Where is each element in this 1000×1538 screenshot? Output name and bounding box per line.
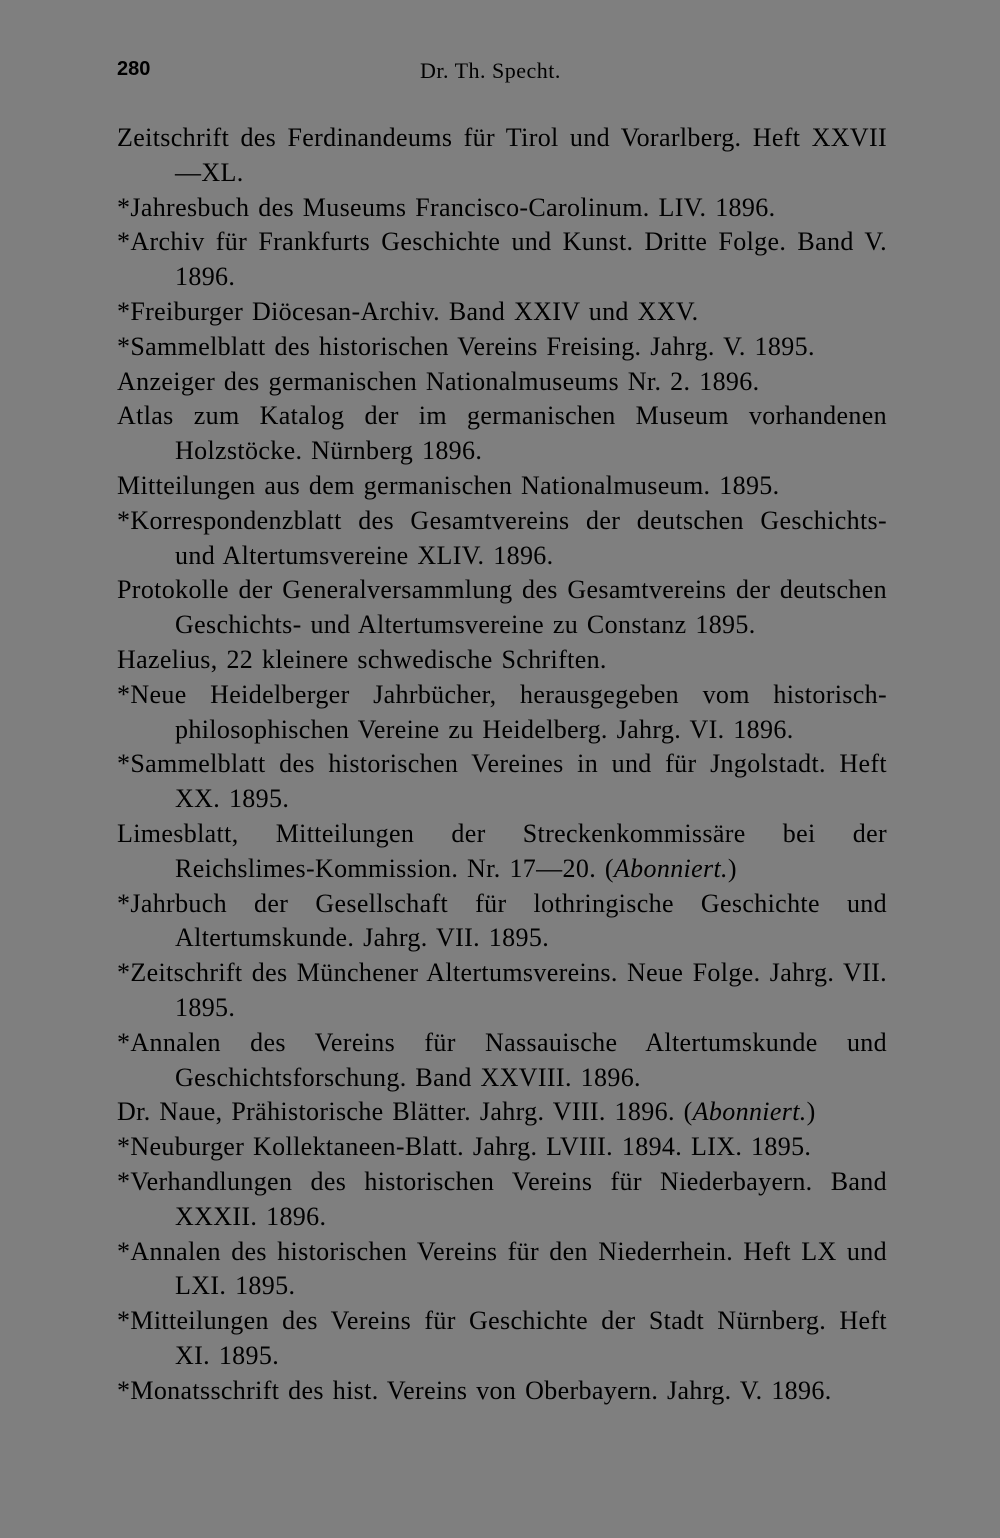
bibliography-entry: *Neue Heidelberger Jahrbücher, herausgegeben vom historisch-philosophischen Vereine zu Heidelberg. Jahrg. VI. 1896.	[117, 679, 887, 744]
page-header	[117, 58, 887, 88]
bibliography-entry: *Monatsschrift des hist. Vereins von Oberbayern. Jahrg. V. 1896.	[117, 1375, 832, 1405]
bibliography-entry: *Jahresbuch des Museums Francisco-Carolinum. LIV. 1896.	[117, 192, 776, 222]
bibliography-entry: *Mitteilungen des Vereins für Geschichte der Stadt Nürnberg. Heft XI. 1895.	[117, 1306, 887, 1370]
page-number: 280	[117, 58, 151, 80]
bibliography-entry: *Korrespondenzblatt des Gesamtvereins der deutschen Geschichts- und Altertumsvereine XLIV. 1896.	[117, 505, 887, 570]
subscription-note: Abonniert.	[613, 853, 728, 883]
bibliography-entry: *Sammelblatt des historischen Vereins Freising. Jahrg. V. 1895.	[117, 331, 815, 361]
bibliography-list	[117, 121, 887, 1408]
bibliography-entry: Protokolle der Generalversammlung des Gesamtvereins der deutschen Geschichts- und Altertumsvereine zu Constanz 1895.	[117, 575, 887, 640]
bibliography-entry: Dr. Naue, Prähistorische Blätter. Jahrg. VIII. 1896. (Abonniert.)	[117, 1097, 816, 1127]
bibliography-entry: *Sammelblatt des historischen Vereines in und für Jngolstadt. Heft XX. 1895.	[117, 749, 887, 814]
bibliography-entry: Atlas zum Katalog der im germanischen Museum vorhandenen Holzstöcke. Nürnberg 1896.	[117, 401, 887, 466]
running-head: Dr. Th. Specht.	[420, 58, 561, 83]
bibliography-entry: Hazelius, 22 kleinere schwedische Schriften.	[117, 644, 607, 674]
bibliography-entry: *Zeitschrift des Münchener Altertumsvereins. Neue Folge. Jahrg. VII. 1895.	[117, 958, 887, 1022]
bibliography-entry: *Archiv für Frankfurts Geschichte und Kunst. Dritte Folge. Band V. 1896.	[117, 227, 887, 292]
bibliography-entry: *Annalen des historischen Vereins für den Niederrhein. Heft LX und LXI. 1895.	[117, 1236, 887, 1301]
bibliography-entry: Limesblatt, Mitteilungen der Streckenkommissäre bei der Reichslimes-Kommission. Nr. 17—20. (Abonniert.)	[117, 818, 887, 883]
bibliography-entry: *Neuburger Kollektaneen-Blatt. Jahrg. LVIII. 1894. LIX. 1895.	[117, 1132, 812, 1162]
bibliography-entry: *Annalen des Vereins für Nassauische Altertumskunde und Geschichtsforschung. Band XXVIII. 1896.	[117, 1027, 887, 1092]
bibliography-entry: Anzeiger des germanischen Nationalmuseums Nr. 2. 1896.	[117, 366, 760, 396]
bibliography-entry: *Freiburger Diöcesan-Archiv. Band XXIV und XXV.	[117, 296, 699, 326]
bibliography-entry: *Jahrbuch der Gesellschaft für lothringische Geschichte und Altertumskunde. Jahrg. VII. 1895.	[117, 888, 887, 953]
bibliography-entry: Mitteilungen aus dem germanischen Nationalmuseum. 1895.	[117, 470, 780, 500]
bibliography-entry: *Verhandlungen des historischen Vereins für Niederbayern. Band XXXII. 1896.	[117, 1166, 887, 1231]
subscription-note: Abonniert.	[692, 1097, 807, 1127]
bibliography-entry: Zeitschrift des Ferdinandeums für Tirol und Vorarlberg. Heft XXVII—XL.	[117, 123, 887, 187]
